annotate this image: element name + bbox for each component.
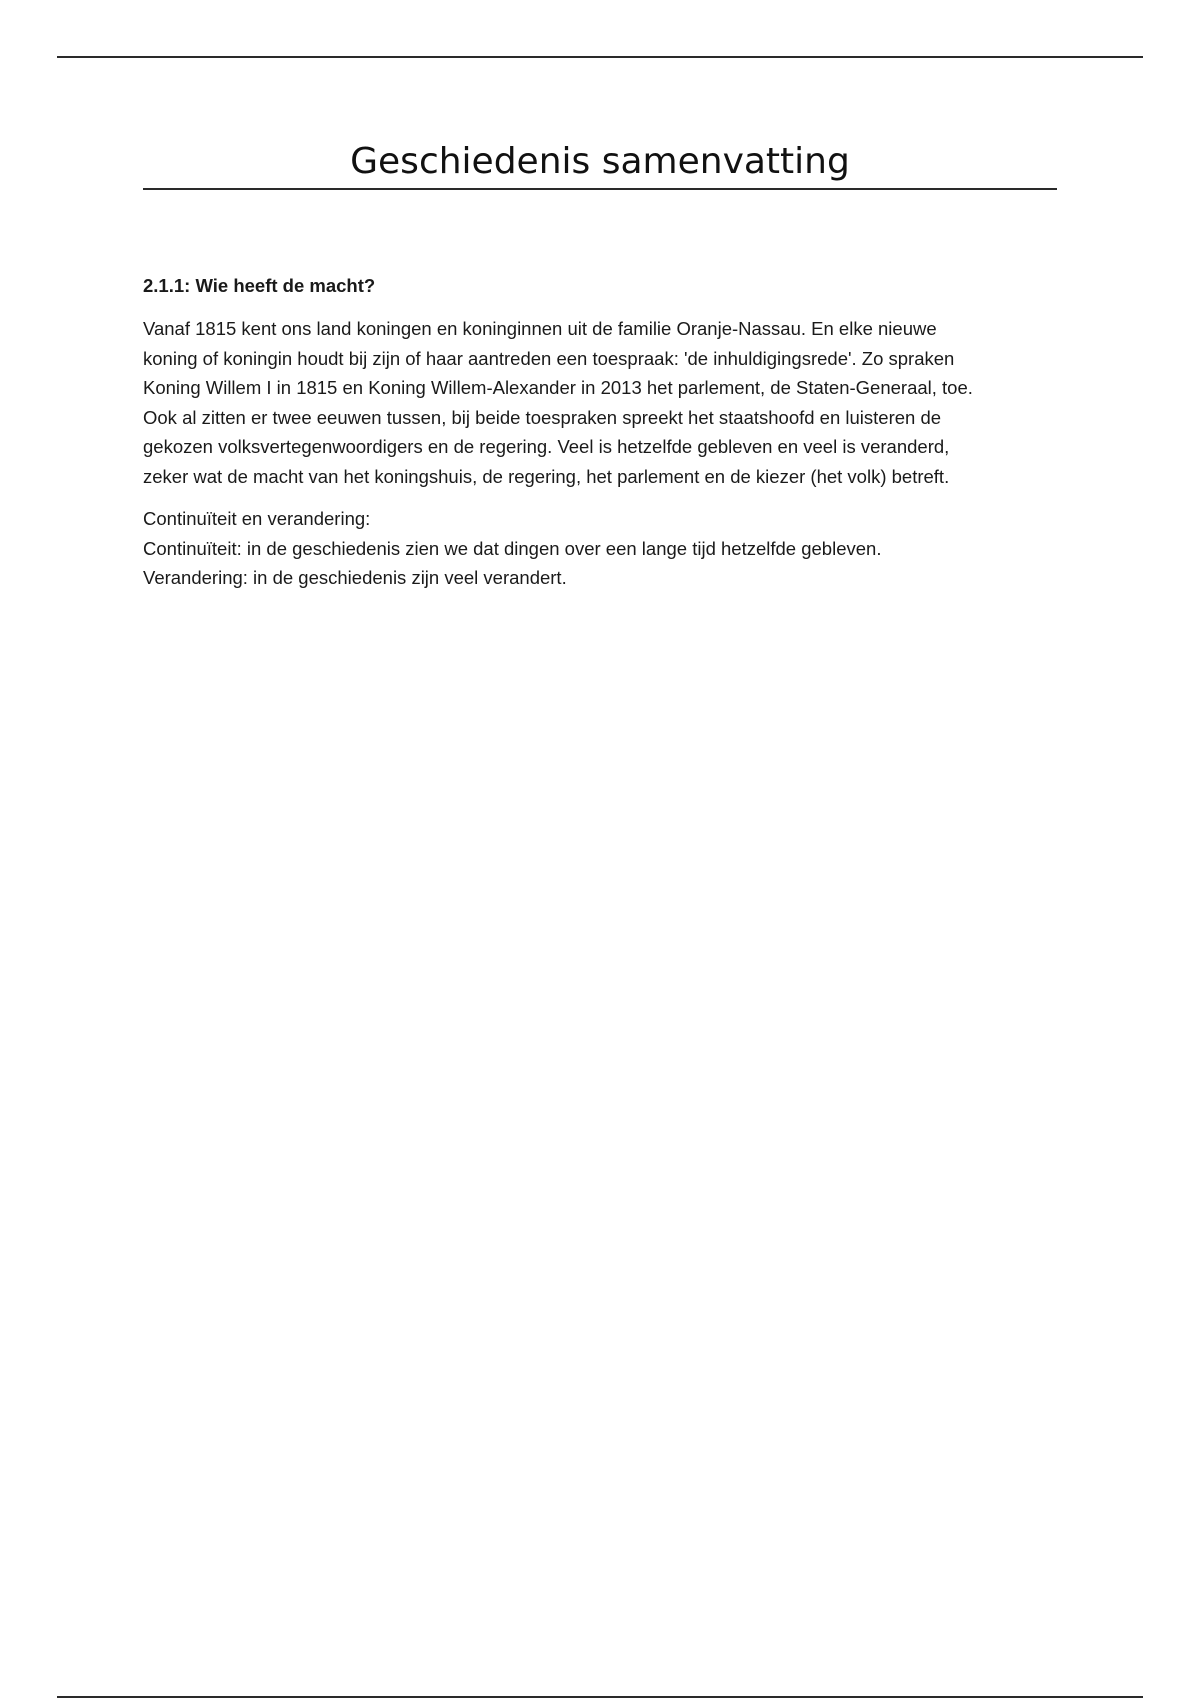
paragraph-line: Koning Willem I in 1815 en Koning Willem-Alexander in 2013 het parlement, de Staten-Generaal, toe. (143, 377, 973, 398)
paragraph-intro (143, 314, 1063, 491)
paragraph-line: Verandering: in de geschiedenis zijn veel verandert. (143, 567, 567, 588)
paragraph-line: koning of koningin houdt bij zijn of haar aantreden een toespraak: 'de inhuldigingsrede'. Zo spraken (143, 347, 955, 369)
page-title: Geschiedenis samenvatting (350, 141, 850, 182)
paragraph-continuity (143, 504, 1063, 593)
paragraph-line: Continuïteit en verandering: (143, 508, 371, 529)
page-bottom-rule (57, 1696, 1143, 1698)
page-top-rule (57, 56, 1143, 58)
section-heading: 2.1.1: Wie heeft de macht? (143, 275, 376, 296)
paragraph-line: zeker wat de macht van het koningshuis, de regering, het parlement en de kiezer (het volk) betreft. (143, 465, 950, 487)
paragraph-line: Vanaf 1815 kent ons land koningen en koninginnen uit de familie Oranje-Nassau. En elke nieuwe (143, 318, 937, 339)
paragraph-line: gekozen volksvertegenwoordigers en de regering. Veel is hetzelfde gebleven en veel is veranderd, (143, 436, 950, 457)
title-block (143, 136, 1057, 190)
paragraph-line: Ook al zitten er twee eeuwen tussen, bij beide toespraken spreekt het staatshoofd en luisteren de (143, 406, 942, 428)
document-body (143, 272, 1063, 606)
paragraph-line: Continuïteit: in de geschiedenis zien we dat dingen over een lange tijd hetzelfde gebleven. (143, 537, 882, 559)
